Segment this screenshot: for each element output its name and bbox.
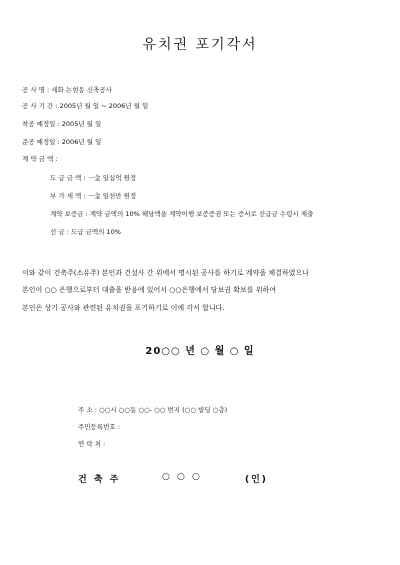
document-title: 유치권 포기각서 (142, 37, 258, 53)
completion-date-field: 준공 예정일 : 2006년 월 일 (22, 138, 102, 146)
contract-price-field: 도 급 금 액 : 一金 일십억 원정 (50, 174, 137, 182)
owner-label: 건 축 주 (78, 475, 121, 485)
body-line-2: 본인이 ○○ 은행으로부터 대출을 받음에 있어서 ○○은행에서 담보권 확보를 위하여 (22, 286, 277, 294)
guarantee-field: 계약 보증금 : 계약 금액의 10% 해당액을 계약이행 보증증권 또는 증서로 선급금 수령시 제출 (50, 210, 314, 218)
id-number-field: 주민등록번호 : (78, 423, 120, 431)
owner-name: ○ ○ ○ (162, 472, 202, 482)
contact-field: 연 락 처 : (78, 440, 106, 448)
seal-mark: (인) (245, 475, 268, 485)
contract-amount-field: 계 약 금 액 : (22, 155, 58, 163)
project-period-field: 공 사 기 간 : 2005년 월 일 ~ 2006년 월 일 (22, 102, 149, 110)
body-line-3: 본인은 상기 공사와 관련된 유치권을 포기하기로 이에 각서 합니다. (22, 304, 225, 312)
start-date-field: 착공 예정일 : 2005년 월 일 (22, 120, 102, 128)
document-date: 20○○ 년 ○ 월 ○ 일 (145, 346, 255, 357)
address-field: 주 소 : ○○시 ○○동 ○○- ○○ 번지 (○○ 빌딩 ○층) (78, 406, 228, 414)
project-name-field: 공 사 명 : 세화 논현동 신축공사 (22, 86, 112, 94)
vat-field: 부 가 세 액 : 一金 일천만 원정 (50, 192, 137, 200)
body-line-1: 이와 같이 건축주(소유주) 본인과 건설사 간 위에서 명시된 공사를 하기로 계약을 체결하였으나 (22, 269, 309, 277)
advance-field: 선 금 : 도급 금액의 10% (50, 228, 121, 236)
